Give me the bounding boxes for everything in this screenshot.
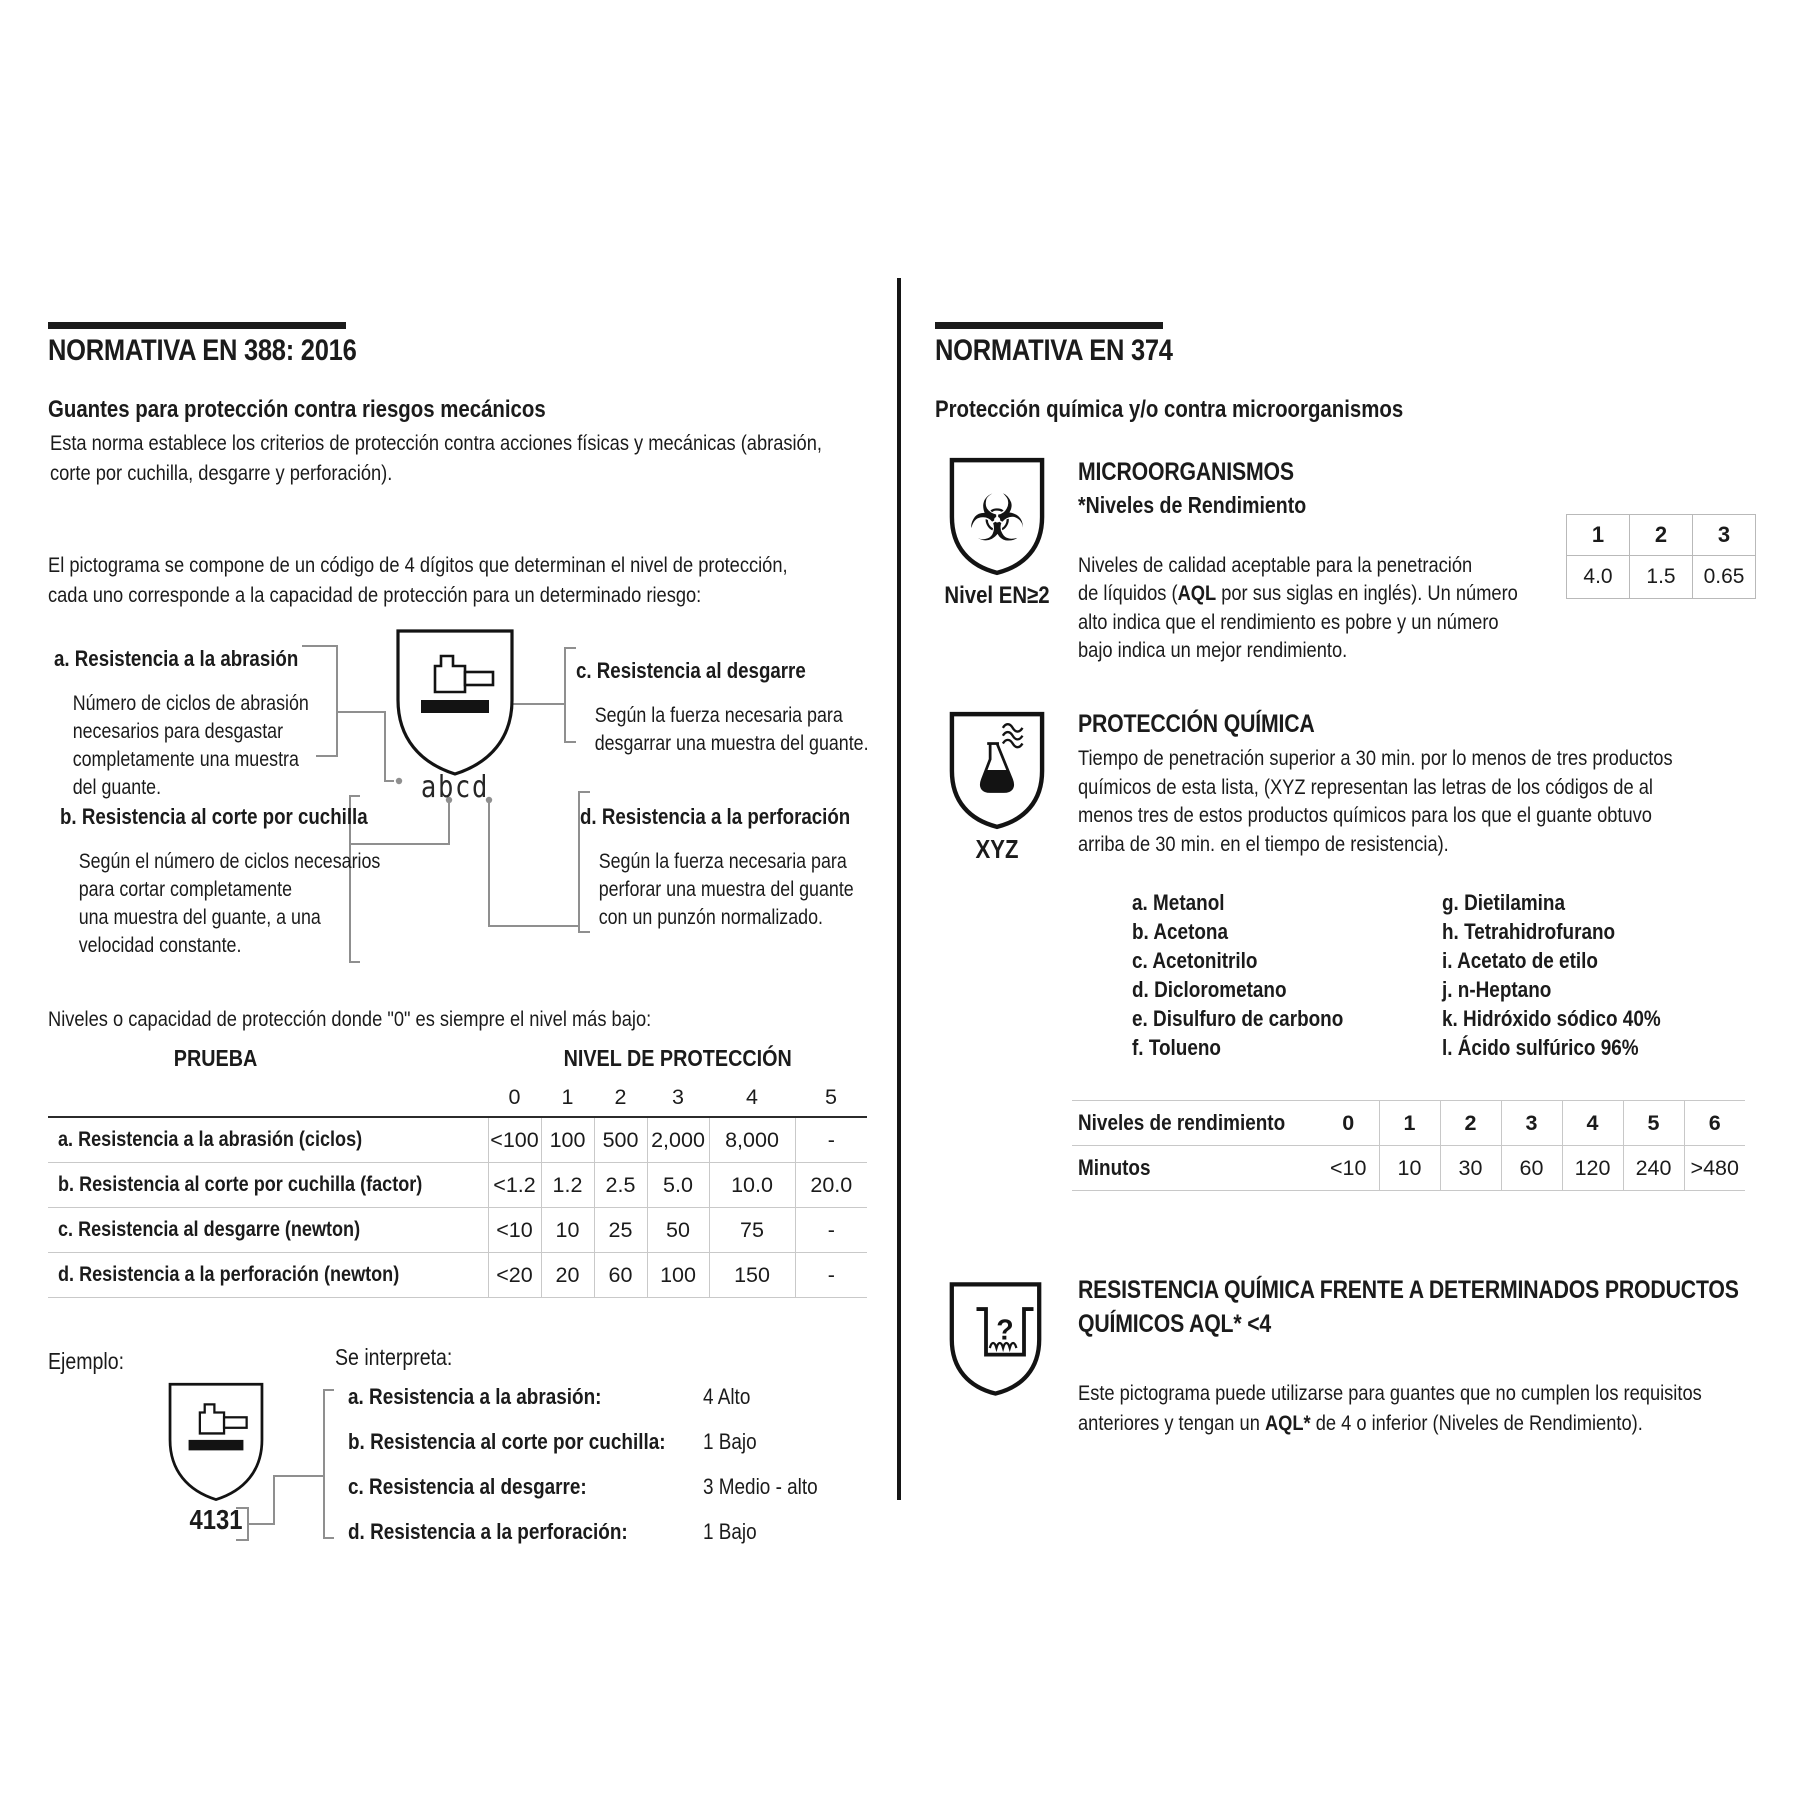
aql-header: 1 (1567, 515, 1630, 556)
micro-paragraph-part1: Niveles de calidad aceptable para la penetración de líquidos ( (1078, 552, 1473, 605)
biohazard-shield-icon (948, 456, 1046, 576)
level-cell: 6 (1684, 1101, 1745, 1146)
chem-item: i. Acetato de etilo (1442, 948, 1598, 973)
minutes-row (1072, 1146, 1745, 1191)
micro-subtitle: *Niveles de Rendimiento (1078, 492, 1307, 518)
example-item (348, 1384, 643, 1410)
chem-paragraph: Tiempo de penetración superior a 30 min. por lo menos de tres productos químicos de esta lista, (XYZ representan las letras de los códigos de al menos tres de estos productos químicos para los que el guante obtuvo arriba de 30 min. en el tiempo de resistencia). (1078, 746, 1673, 856)
cell: <1.2 (488, 1163, 541, 1208)
en388-title: NORMATIVA EN 388: 2016 (48, 334, 357, 367)
chemical-flask-shield-icon (948, 710, 1046, 830)
cell: <10 (488, 1208, 541, 1253)
example-item-label: d. Resistencia a la perforación: (348, 1519, 628, 1544)
chem-item: g. Dietilamina (1442, 890, 1566, 915)
cell: 10 (541, 1208, 594, 1253)
level-cell: 3 (1501, 1101, 1562, 1146)
chem-item: b. Acetona (1132, 919, 1229, 944)
pictogram-code-abcd: abcd (420, 770, 490, 805)
en388-intro: Esta norma establece los criterios de protección contra acciones físicas y mecánicas (abrasión, corte por cuchilla, desgarre y perforación). (50, 431, 822, 485)
example-label: Ejemplo: (48, 1348, 125, 1374)
chem-item: d. Diclorometano (1132, 977, 1287, 1002)
cell: - (795, 1253, 867, 1298)
example-item-label: b. Resistencia al corte por cuchilla: (348, 1429, 666, 1454)
level-col: 4 (709, 1078, 795, 1117)
cell: 2,000 (647, 1117, 709, 1163)
aql-header: 2 (1630, 515, 1693, 556)
svg-text:☣: ☣ (968, 481, 1026, 557)
callout-cut-desc: Según el número de ciclos necesarios para cortar completamente una muestra del guante, a una velocidad constante. (78, 850, 381, 957)
example-item-value-text: 3 Medio - alto (703, 1474, 818, 1499)
micro-paragraph (1078, 522, 1622, 665)
aql-value: 1.5 (1630, 556, 1693, 599)
example-item-value (703, 1474, 836, 1500)
row-label: d. Resistencia a la perforación (newton) (58, 1263, 400, 1286)
performance-levels-table (1072, 1100, 1745, 1191)
en388-pictogram-diagram (48, 620, 878, 1020)
aql4-title-line1: RESISTENCIA QUÍMICA FRENTE A DETERMINADOS PRODUCTOS (1078, 1276, 1739, 1304)
cell: 1.2 (541, 1163, 594, 1208)
chem-item: a. Metanol (1132, 890, 1225, 915)
minutes-cell: 10 (1379, 1146, 1440, 1191)
cell: 100 (541, 1117, 594, 1163)
interpret-label: Se interpreta: (335, 1344, 453, 1370)
callout-tear-desc: Según la fuerza necesaria para desgarrar una muestra del guante. (594, 704, 869, 755)
callout-puncture-title: d. Resistencia a la perforación (580, 804, 851, 829)
en388-levels-note: Niveles o capacidad de protección donde "0" es siempre el nivel más bajo: (48, 1007, 652, 1031)
beaker-question-shield-icon (948, 1280, 1043, 1397)
table-row (48, 1208, 867, 1253)
cell: 8,000 (709, 1117, 795, 1163)
aql-value: 0.65 (1693, 556, 1756, 599)
example-item-value (703, 1384, 758, 1410)
example-item (348, 1429, 717, 1455)
svg-text:?: ? (996, 1314, 1014, 1347)
en388-pictogram-intro: El pictograma se compone de un código de 4 dígitos que determinan el nivel de protección, cada uno corresponde a la capacidad de protección para un determinado riesgo: (48, 553, 788, 607)
cell: 150 (709, 1253, 795, 1298)
en388-example (48, 1340, 878, 1560)
cell: <100 (488, 1117, 541, 1163)
level-cell: 0 (1318, 1101, 1379, 1146)
cell: 5.0 (647, 1163, 709, 1208)
en374-title: NORMATIVA EN 374 (935, 334, 1173, 367)
cell: 2.5 (594, 1163, 647, 1208)
chem-item: f. Tolueno (1132, 1035, 1221, 1060)
test-header: PRUEBA (173, 1044, 258, 1071)
aql4-paragraph (1078, 1348, 1750, 1438)
cell: 20 (541, 1253, 594, 1298)
chem-list-col1 (1132, 890, 1452, 1064)
level-col: 5 (795, 1078, 867, 1117)
column-divider (897, 278, 901, 1500)
callout-puncture-desc: Según la fuerza necesaria para perforar una muestra del guante con un punzón normalizado. (598, 850, 854, 929)
levels-row-label: Niveles de rendimiento (1078, 1110, 1286, 1135)
en388-subtitle: Guantes para protección contra riesgos mecánicos (48, 396, 546, 423)
aql4-paragraph-part2: de 4 o inferior (Niveles de Rendimiento). (1310, 1411, 1643, 1435)
table-row (48, 1163, 867, 1208)
level-cell: 5 (1623, 1101, 1684, 1146)
aql4-title-line2: QUÍMICOS AQL* <4 (1078, 1310, 1272, 1338)
aql4-paragraph-aql: AQL* (1264, 1411, 1311, 1435)
callout-tear-title: c. Resistencia al desgarre (576, 658, 806, 683)
aql-value-row (1567, 556, 1756, 599)
callout-cut (60, 786, 400, 978)
cell: <20 (488, 1253, 541, 1298)
en374-subtitle: Protección química y/o contra microorganismos (935, 396, 1404, 423)
callout-tear (576, 640, 874, 776)
minutes-row-label: Minutos (1078, 1155, 1151, 1180)
level-col: 3 (647, 1078, 709, 1117)
aql-header-row (1567, 515, 1756, 556)
example-item-value-text: 1 Bajo (703, 1429, 757, 1454)
chem-item: k. Hidróxido sódico 40% (1442, 1006, 1661, 1031)
chem-item: h. Tetrahidrofurano (1442, 919, 1616, 944)
cell: 75 (709, 1208, 795, 1253)
chem-item: l. Ácido sulfúrico 96% (1442, 1035, 1639, 1060)
chem-item: c. Acetonitrilo (1132, 948, 1258, 973)
minutes-cell: 60 (1501, 1146, 1562, 1191)
aql4-paragraph-part1: Este pictograma puede utilizarse para guantes que no cumplen los requisitos anteriores y tengan un (1078, 1381, 1702, 1435)
row-label: a. Resistencia a la abrasión (ciclos) (58, 1128, 363, 1151)
minutes-cell: 120 (1562, 1146, 1623, 1191)
cell: - (795, 1208, 867, 1253)
level-col: 0 (488, 1078, 541, 1117)
level-header: NIVEL DE PROTECCIÓN (563, 1044, 792, 1071)
cell: 20.0 (795, 1163, 867, 1208)
micro-paragraph-part2: por sus siglas en inglés). Un número alto indica que el rendimiento es pobre y un número bajo indica un mejor rendimiento. (1078, 581, 1518, 662)
table-row (48, 1117, 867, 1163)
cell: 500 (594, 1117, 647, 1163)
chem-code-label: XYZ (975, 834, 1019, 864)
en388-levels-table (48, 1038, 867, 1298)
level-cell: 1 (1379, 1101, 1440, 1146)
cell: 50 (647, 1208, 709, 1253)
en374-title-rule (935, 322, 1163, 329)
cell: 60 (594, 1253, 647, 1298)
level-cell: 2 (1440, 1101, 1501, 1146)
example-item-value-text: 4 Alto (703, 1384, 751, 1409)
level-col: 2 (594, 1078, 647, 1117)
example-item-label: c. Resistencia al desgarre: (348, 1474, 587, 1499)
levels-row (1072, 1101, 1745, 1146)
aql-header: 3 (1693, 515, 1756, 556)
example-item-value (703, 1519, 765, 1545)
example-item-label: a. Resistencia a la abrasión: (348, 1384, 602, 1409)
example-item-value-text: 1 Bajo (703, 1519, 757, 1544)
row-label: b. Resistencia al corte por cuchilla (factor) (58, 1173, 423, 1196)
chem-list-col2 (1442, 890, 1762, 1064)
cell: 10.0 (709, 1163, 795, 1208)
example-item (348, 1474, 626, 1500)
cell: 25 (594, 1208, 647, 1253)
chem-item: j. n-Heptano (1442, 977, 1552, 1002)
chem-item: e. Disulfuro de carbono (1132, 1006, 1344, 1031)
micro-paragraph-aql: AQL (1177, 581, 1217, 605)
example-item-value (703, 1429, 765, 1455)
shield-abrasion-icon (393, 626, 517, 778)
level-cell: 4 (1562, 1101, 1623, 1146)
callout-puncture (580, 786, 878, 950)
callout-cut-title: b. Resistencia al corte por cuchilla (60, 804, 368, 829)
callout-abrasion-desc: Número de ciclos de abrasión necesarios para desgastar completamente una muestra del guante. (72, 692, 309, 799)
minutes-cell: 30 (1440, 1146, 1501, 1191)
micro-title: MICROORGANISMOS (1078, 458, 1294, 486)
chem-title: PROTECCIÓN QUÍMICA (1078, 710, 1315, 738)
table-header-row (48, 1038, 867, 1078)
callout-abrasion-title: a. Resistencia a la abrasión (54, 646, 299, 671)
example-code: 4131 (189, 1504, 243, 1535)
row-label: c. Resistencia al desgarre (newton) (58, 1218, 361, 1241)
minutes-cell: >480 (1684, 1146, 1745, 1191)
example-item (348, 1519, 673, 1545)
aql-value: 4.0 (1567, 556, 1630, 599)
en388-title-rule (48, 322, 346, 329)
example-shield-icon (166, 1380, 266, 1503)
aql-mini-table (1566, 514, 1756, 599)
cell: - (795, 1117, 867, 1163)
minutes-cell: 240 (1623, 1146, 1684, 1191)
level-col: 1 (541, 1078, 594, 1117)
table-subheader-row (48, 1078, 867, 1117)
minutes-cell: <10 (1318, 1146, 1379, 1191)
biohazard-level-label: Nivel EN≥2 (944, 582, 1050, 609)
table-row (48, 1253, 867, 1298)
cell: 100 (647, 1253, 709, 1298)
